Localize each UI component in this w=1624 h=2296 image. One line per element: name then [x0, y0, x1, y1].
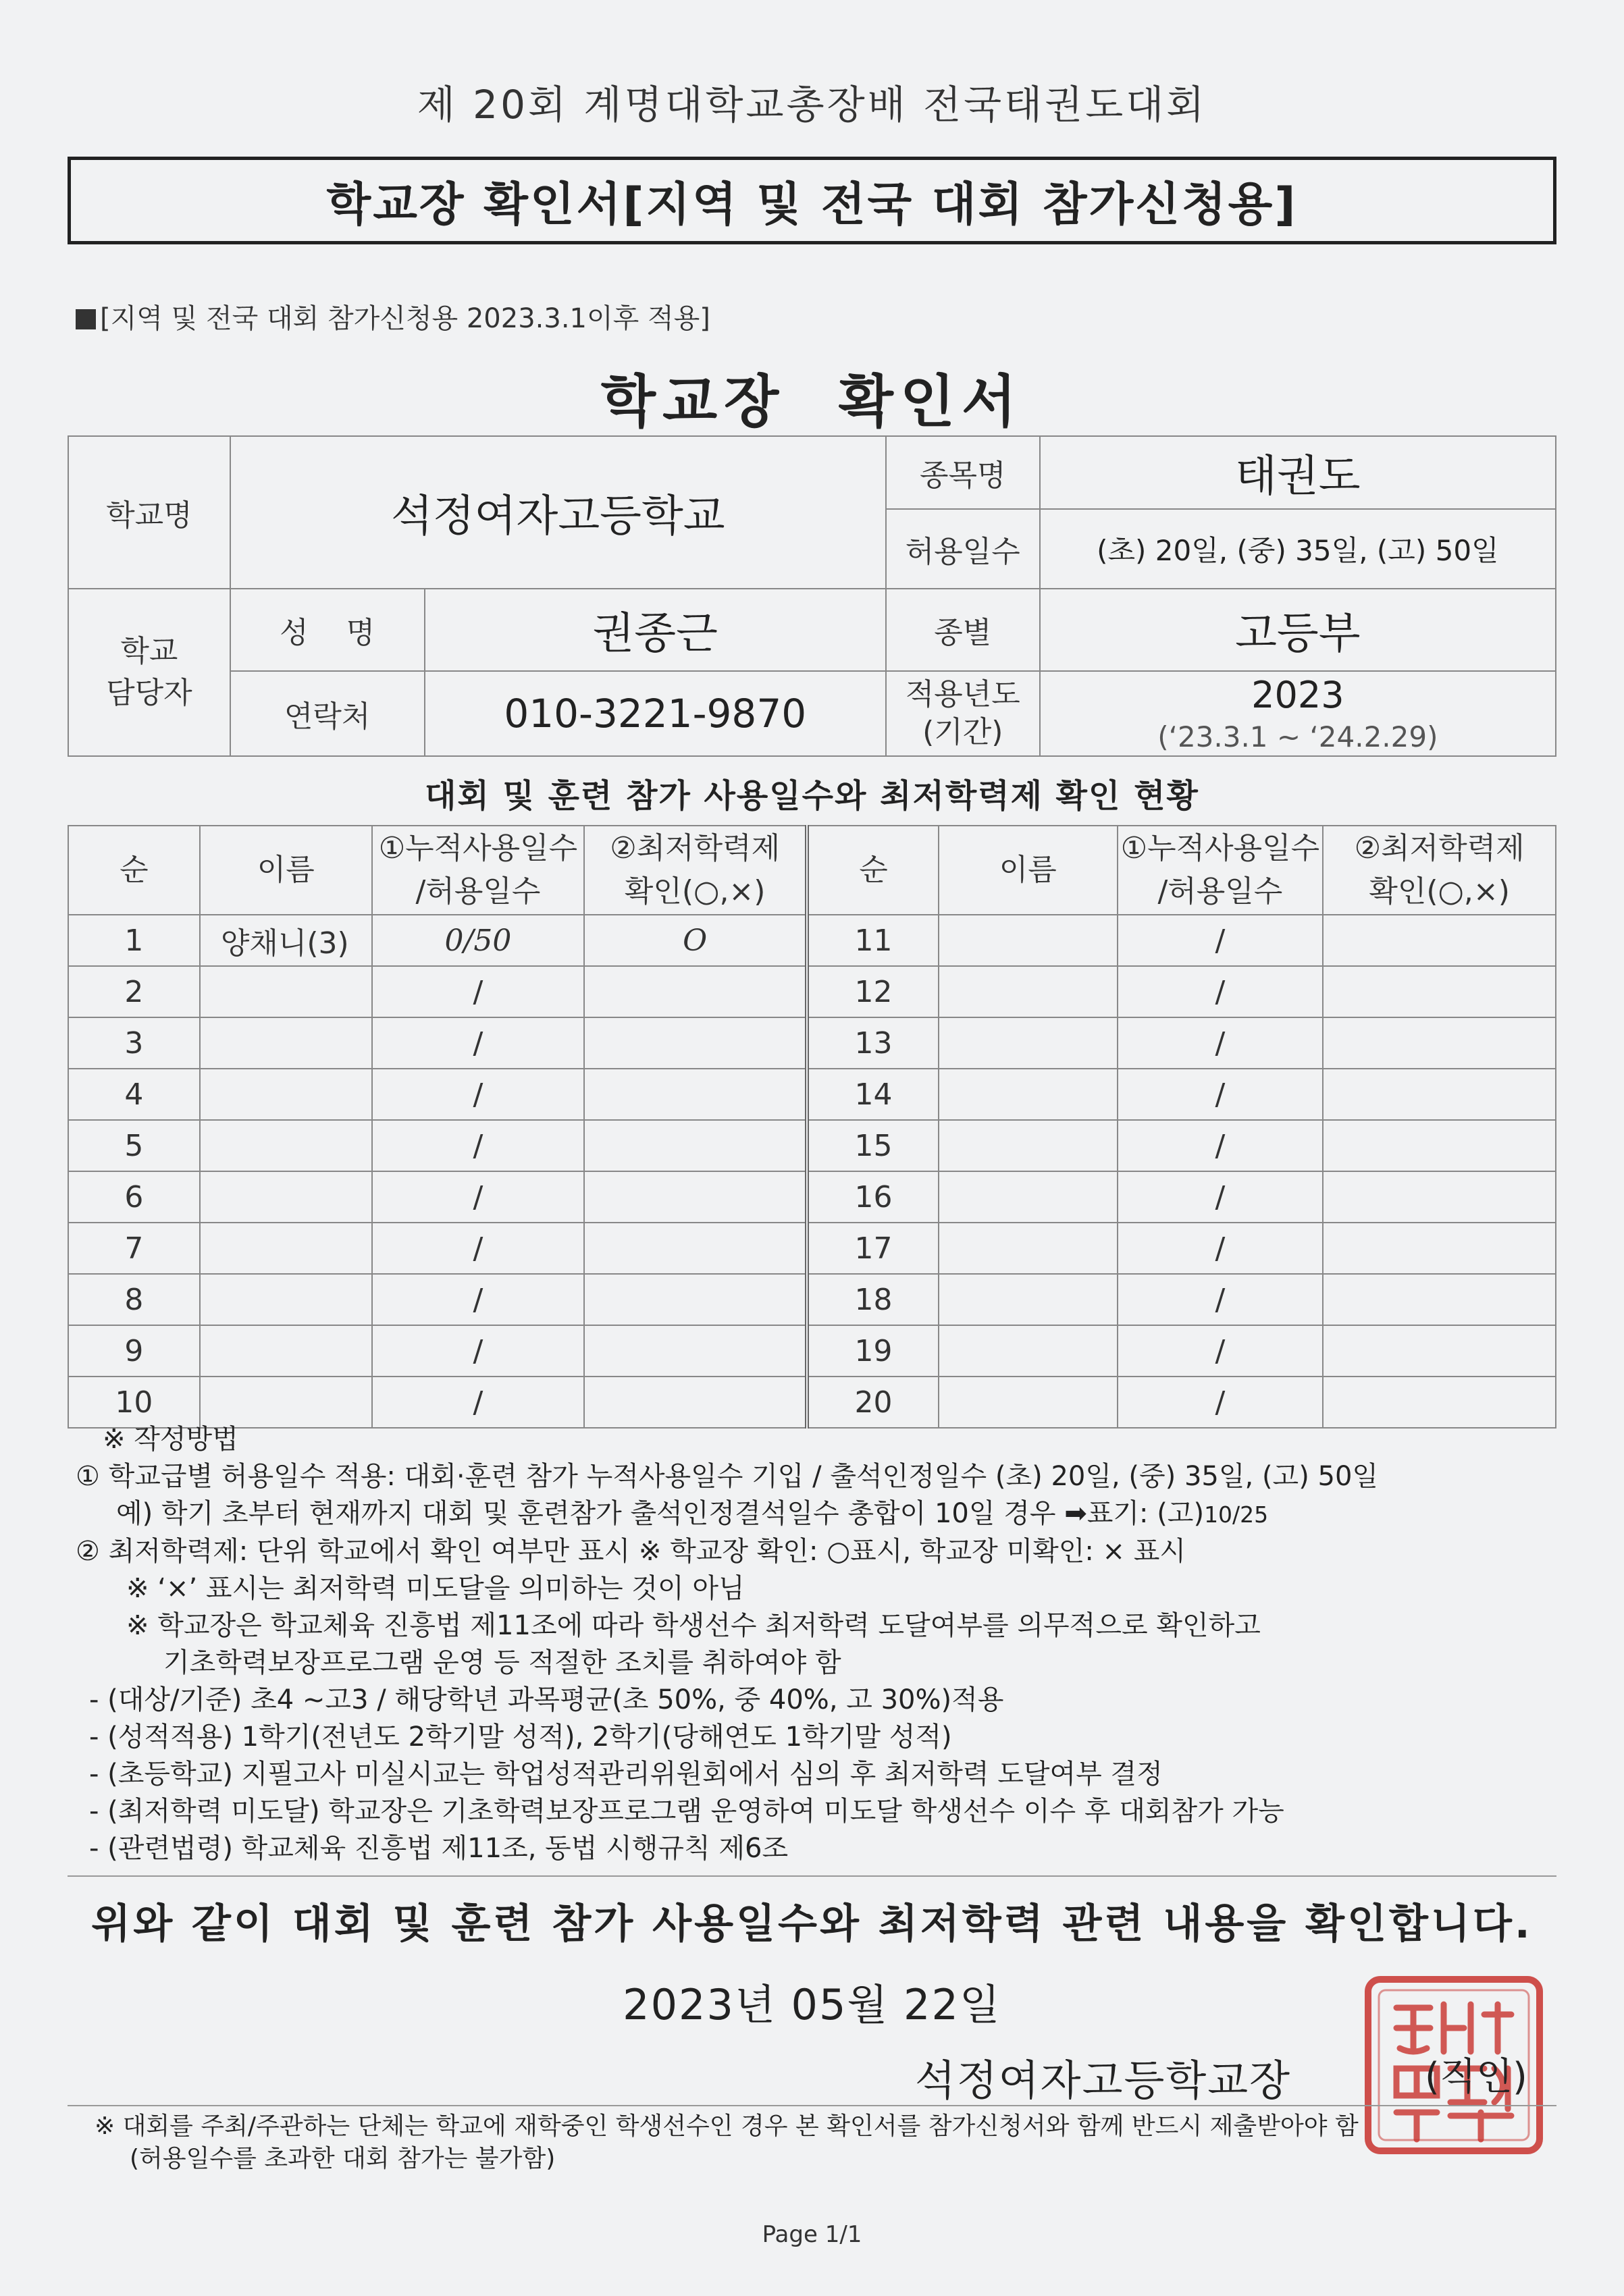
year-period: (‘23.3.1 ~ ‘24.2.29) [1157, 720, 1438, 753]
method-example: 예) 학기 초부터 현재까지 대회 및 훈련참가 출석인정결석일수 총합이 10일 경우 [116, 1498, 1056, 1529]
right-name-cell [939, 966, 1118, 1017]
roster-row [68, 1223, 1556, 1274]
left-days-cell: / [372, 1377, 585, 1428]
right-days-cell: / [1118, 1069, 1324, 1120]
left-days-cell: / [372, 1017, 585, 1069]
left-name-cell [200, 966, 372, 1017]
roster-row [68, 1274, 1556, 1325]
contact-label: 연락처 [230, 671, 425, 756]
roster-row [68, 966, 1556, 1017]
method-line-10: - (최저학력 미도달) 학교장은 기초학력보장프로그램 운영하여 미도달 학생선수 이수 후 대회참가 가능 [89, 1796, 1284, 1827]
manager-label: 학교 담당자 [68, 589, 230, 756]
document-title-box [68, 157, 1556, 244]
left-check-cell [584, 1069, 807, 1120]
form-note-text: [지역 및 전국 대회 참가신청용 2023.3.1이후 적용] [100, 303, 710, 334]
left-check-cell [584, 1274, 807, 1325]
right-no-cell: 12 [807, 966, 939, 1017]
roster-row [68, 1325, 1556, 1377]
right-check-cell [1323, 1377, 1556, 1428]
left-days-cell: / [372, 966, 585, 1017]
header-no: 순 [807, 826, 939, 915]
header-no: 순 [68, 826, 200, 915]
method-line-6: 기초학력보장프로그램 운영 등 적절한 조치를 취하여야 함 [163, 1647, 841, 1678]
left-no-cell: 5 [68, 1120, 200, 1171]
left-name-cell [200, 1274, 372, 1325]
right-name-cell [939, 1377, 1118, 1428]
method-line-3: ② 최저학력제: 단위 학교에서 확인 여부만 표시 ※ 학교장 확인: ○표시, 학교장 미확인: × 표시 [76, 1536, 1186, 1567]
left-name-cell [200, 1223, 372, 1274]
method-example-mark: ➡표기: (고) [1064, 1498, 1205, 1529]
right-days-cell: / [1118, 1377, 1324, 1428]
right-name-cell [939, 1069, 1118, 1120]
roster-header-row [68, 826, 1556, 915]
method-line-11: - (관련법령) 학교체육 진흥법 제11조, 동법 시행규칙 제6조 [89, 1833, 789, 1864]
header-check: ②최저학력제 확인(○,×) [584, 826, 807, 915]
left-check-cell [584, 1171, 807, 1223]
square-bullet-icon [76, 309, 96, 329]
left-days-cell: / [372, 1069, 585, 1120]
method-line-2 [76, 1495, 1561, 1533]
divider-bottom [68, 2105, 1556, 2106]
methods-title: ※ 작성방법 [103, 1424, 238, 1455]
principal-name: 석정여자고등학교장 [915, 2056, 1292, 2105]
roster-row [68, 1171, 1556, 1223]
left-no-cell: 4 [68, 1069, 200, 1120]
left-name-cell: 양채니(3) [200, 915, 372, 966]
roster-row [68, 1377, 1556, 1428]
left-name-cell [200, 1377, 372, 1428]
right-name-cell [939, 1274, 1118, 1325]
right-name-cell [939, 1171, 1118, 1223]
header-days: ①누적사용일수 /허용일수 [1118, 826, 1324, 915]
event-title: 제 20회 계명대학교총장배 전국태권도대회 [417, 82, 1207, 128]
right-days-cell: / [1118, 966, 1324, 1017]
left-name-cell [200, 1017, 372, 1069]
left-no-cell: 9 [68, 1325, 200, 1377]
right-no-cell: 20 [807, 1377, 939, 1428]
left-name-cell [200, 1325, 372, 1377]
contact-value: 010-3221-9870 [425, 671, 886, 756]
page-number: Page 1/1 [762, 2221, 862, 2248]
right-name-cell [939, 915, 1118, 966]
roster-row [68, 1017, 1556, 1069]
confirmation-date: 2023년 05월 22일 [623, 1980, 1001, 2029]
writing-methods [76, 1421, 1561, 1867]
left-no-cell: 1 [68, 915, 200, 966]
left-no-cell: 10 [68, 1377, 200, 1428]
left-no-cell: 7 [68, 1223, 200, 1274]
roster-row [68, 1069, 1556, 1120]
right-days-cell: / [1118, 1274, 1324, 1325]
method-line-1: ① 학교급별 허용일수 적용: 대회·훈련 참가 누적사용일수 기입 / 출석인정일수 (초) 20일, (중) 35일, (고) 50일 [76, 1461, 1379, 1492]
right-no-cell: 17 [807, 1223, 939, 1274]
right-days-cell: / [1118, 1120, 1324, 1171]
right-no-cell: 14 [807, 1069, 939, 1120]
right-check-cell [1323, 915, 1556, 966]
right-no-cell: 16 [807, 1171, 939, 1223]
left-days-cell: / [372, 1223, 585, 1274]
left-check-cell [584, 1325, 807, 1377]
year-label: 적용년도 (기간) [886, 671, 1040, 756]
right-name-cell [939, 1223, 1118, 1274]
confirmation-statement: 위와 같이 대회 및 훈련 참가 사용일수와 최저학력 관련 내용을 확인합니다. [91, 1900, 1533, 1948]
allowed-days-label: 허용일수 [886, 509, 1040, 589]
right-days-cell: / [1118, 915, 1324, 966]
right-check-cell [1323, 1069, 1556, 1120]
allowed-days-value: (초) 20일, (중) 35일, (고) 50일 [1040, 509, 1556, 589]
category-value: 고등부 [1040, 589, 1556, 671]
right-name-cell [939, 1120, 1118, 1171]
header-name: 이름 [200, 826, 372, 915]
method-example-value: 10/25 [1204, 1501, 1269, 1528]
year-cell [1040, 671, 1556, 756]
left-name-cell [200, 1171, 372, 1223]
left-days-cell: / [372, 1274, 585, 1325]
footer-note-1: ※ 대회를 주최/주관하는 단체는 학교에 재학중인 학생선수인 경우 본 확인서를 참가신청서와 함께 반드시 제출받아야 함 [95, 2112, 1359, 2140]
right-no-cell: 15 [807, 1120, 939, 1171]
school-name: 석정여자고등학교 [230, 436, 886, 589]
right-days-cell: / [1118, 1325, 1324, 1377]
right-days-cell: / [1118, 1223, 1324, 1274]
method-line-9: - (초등학교) 지필고사 미실시교는 학업성적관리위원회에서 심의 후 최저학력 도달여부 결정 [89, 1759, 1163, 1790]
left-days-cell: / [372, 1171, 585, 1223]
method-line-5: ※ 학교장은 학교체육 진흥법 제11조에 따라 학생선수 최저학력 도달여부를 의무적으로 확인하고 [126, 1610, 1261, 1641]
right-check-cell [1323, 1223, 1556, 1274]
header-name: 이름 [939, 826, 1118, 915]
roster-row [68, 915, 1556, 966]
left-days-cell: / [372, 1325, 585, 1377]
right-check-cell [1323, 1274, 1556, 1325]
info-table [68, 435, 1556, 757]
left-name-cell [200, 1120, 372, 1171]
right-check-cell [1323, 1325, 1556, 1377]
left-days-cell: / [372, 1120, 585, 1171]
document-title: 학교장 확인서[지역 및 전국 대회 참가신청용] [326, 178, 1298, 232]
manager-name-label: 성 명 [230, 589, 425, 671]
method-line-4: ※ ‘×’ 표시는 최저학력 미도달을 의미하는 것이 아님 [126, 1573, 745, 1604]
right-no-cell: 11 [807, 915, 939, 966]
sport-value: 태권도 [1040, 436, 1556, 509]
year-value: 2023 [1251, 674, 1344, 716]
form-note [76, 297, 710, 336]
roster-table [68, 825, 1556, 1429]
category-label: 종별 [886, 589, 1040, 671]
right-check-cell [1323, 966, 1556, 1017]
right-check-cell [1323, 1017, 1556, 1069]
left-no-cell: 8 [68, 1274, 200, 1325]
left-no-cell: 3 [68, 1017, 200, 1069]
roster-row [68, 1120, 1556, 1171]
header-check: ②최저학력제 확인(○,×) [1323, 826, 1556, 915]
left-name-cell [200, 1069, 372, 1120]
right-no-cell: 13 [807, 1017, 939, 1069]
left-check-cell: O [584, 915, 807, 966]
method-line-8: - (성적적용) 1학기(전년도 2학기말 성적), 2학기(당해연도 1학기말 성적) [89, 1721, 952, 1753]
left-check-cell [584, 1377, 807, 1428]
right-check-cell [1323, 1120, 1556, 1171]
right-check-cell [1323, 1171, 1556, 1223]
right-days-cell: / [1118, 1171, 1324, 1223]
right-no-cell: 19 [807, 1325, 939, 1377]
roster-title: 대회 및 훈련 참가 사용일수와 최저학력제 확인 현황 [425, 777, 1199, 815]
manager-name: 권종근 [425, 589, 886, 671]
header-days: ①누적사용일수 /허용일수 [372, 826, 585, 915]
footer-note-2: (허용일수를 초과한 대회 참가는 불가함) [130, 2145, 556, 2172]
right-days-cell: / [1118, 1017, 1324, 1069]
left-no-cell: 6 [68, 1171, 200, 1223]
right-name-cell [939, 1325, 1118, 1377]
left-days-cell: 0/50 [372, 915, 585, 966]
left-check-cell [584, 1120, 807, 1171]
left-check-cell [584, 1223, 807, 1274]
method-line-7: - (대상/기준) 초4 ~고3 / 해당학년 과목평균(초 50%, 중 40%, 고 30%)적용 [89, 1684, 1004, 1715]
right-no-cell: 18 [807, 1274, 939, 1325]
seal-mark: (직인) [1425, 2055, 1527, 2099]
footer-note [95, 2110, 1359, 2175]
left-check-cell [584, 966, 807, 1017]
divider-top [68, 1875, 1556, 1877]
left-check-cell [584, 1017, 807, 1069]
main-title: 학교장 확인서 [600, 369, 1024, 435]
school-label: 학교명 [68, 436, 230, 589]
sport-label: 종목명 [886, 436, 1040, 509]
right-name-cell [939, 1017, 1118, 1069]
left-no-cell: 2 [68, 966, 200, 1017]
